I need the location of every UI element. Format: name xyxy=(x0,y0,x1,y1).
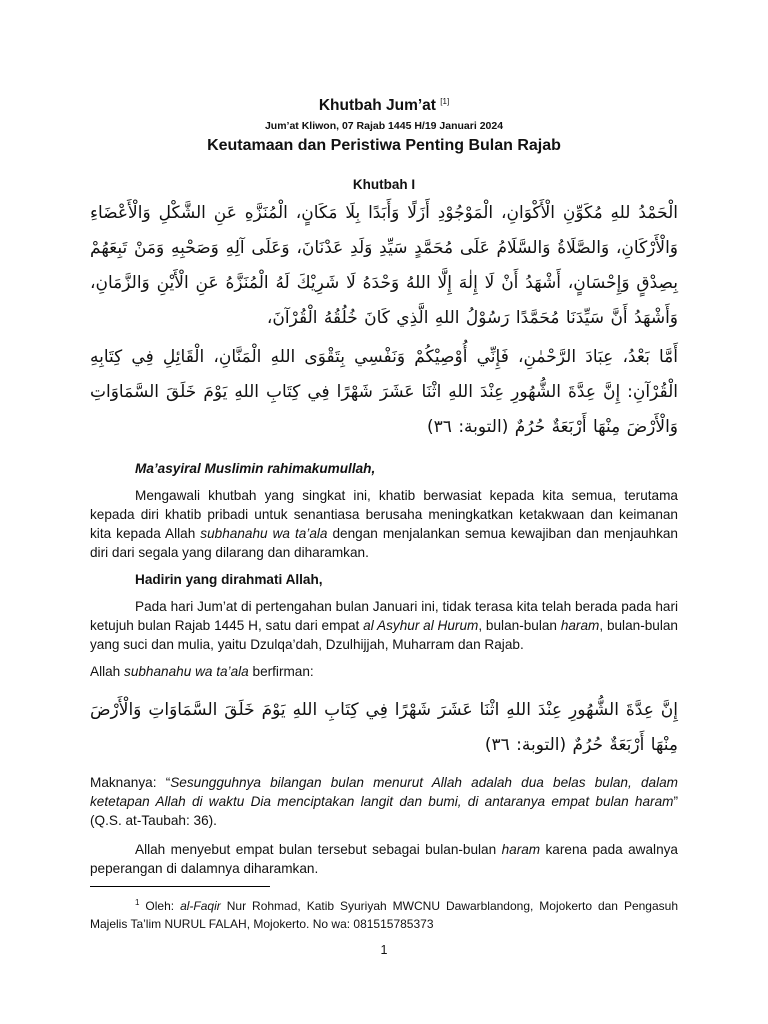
section-heading: Khutbah I xyxy=(352,177,416,193)
page-number: 1 xyxy=(380,943,388,957)
paragraph-2: Pada hari Jum’at di pertengahan bulan Januari ini, tidak terasa kita telah berada pada hari ketujuh bulan Rajab 1445 H, satu dari empat al Asyhur al Hurum, bulan-bulan haram, bulan-bulan yang suci dan mulia, yaitu Dzulqa’dah, Dzulhijjah, Muharram dan Rajab. xyxy=(90,599,678,653)
arabic-verse: إِنَّ عِدَّةَ الشُّهُورِ عِنْدَ اللهِ اثْنَا عَشَرَ شَهْرًا فِي كِتَابِ اللهِ يَوْمَ خَلَقَ السَّمَاوَاتِ وَالْأَرْضَ مِنْهَا أَرْبَعَةٌ حُرُمٌ (التوبة: ٣٦) xyxy=(90,700,678,756)
hadirin-heading: Hadirin yang dirahmati Allah, xyxy=(135,572,323,588)
allah-berfirman: Allah subhanahu wa ta’ala berfirman: xyxy=(90,664,314,680)
sermon-date: Jum’at Kliwon, 07 Rajab 1445 H/19 Januari 2024 xyxy=(264,120,504,133)
paragraph-3: Allah menyebut empat bulan tersebut sebagai bulan-bulan haram karena pada awalnya peperangan di dalamnya diharamkan. xyxy=(90,842,678,877)
arabic-opening: الْحَمْدُ للهِ مُكَوِّنِ الْأَكْوَانِ، الْمَوْجُوْدِ أَزَلًا وَأَبَدًا بِلَا مَكَانٍ، الْمُنَزَّهِ عَنِ الشَّكْلِ وَالْأَعْضَاءِ وَالْأَرْكَانِ، وَالصَّلَاةُ وَالسَّلَامُ عَلَى مُحَمَّدٍ سَيِّدِ وَلَدِ عَدْنَانَ، وَعَلَى آلِهِ وَصَحْبِهِ وَمَنْ تَبِعَهُمْ بِصِدْقٍ وَإِحْسَانٍ، أَشْهَدُ أَنْ لَا إِلٰهَ إِلَّا اللهُ وَحْدَهُ لَا شَرِيْكَ لَهُ الْمُنَزَّهُ عَنِ الْأَيْنِ وَالزَّمَانِ، وَأَشْهَدُ أَنَّ سَيِّدَنَا مُحَمَّدًا رَسُوْلُ اللهِ الَّذِي كَانَ خُلُقُهُ الْقُرْآنَ، xyxy=(90,203,678,329)
document-title xyxy=(90,92,678,116)
verse-meaning: Maknanya: “Sesungguhnya bilangan bulan menurut Allah adalah dua belas bulan, dalam ketetapan Allah di waktu Dia menciptakan langit dan bumi, di antaranya empat bulan haram” (Q.S. at-Taubah: 36). xyxy=(90,775,678,829)
footnote-divider xyxy=(90,886,270,887)
footnote-mark: 1 xyxy=(135,898,140,907)
document-body xyxy=(90,92,678,878)
sermon-subject: Keutamaan dan Peristiwa Penting Bulan Rajab xyxy=(207,137,561,155)
paragraph-1: Mengawali khutbah yang singkat ini, khatib berwasiat kepada kita semua, terutama kepada diri khatib pribadi untuk senantiasa berusaha meningkatkan ketakwaan dan keimanan kita kepada Allah subhanahu wa ta’ala dengan menjalankan semua kewajiban dan menjauhkan diri dari segala yang dilarang dan diharamkan. xyxy=(90,488,678,561)
greeting-heading: Ma’asyiral Muslimin rahimakumullah, xyxy=(135,461,376,477)
title-text: Khutbah Jum’at xyxy=(318,97,436,115)
footnote-ref[interactable]: [1] xyxy=(440,97,450,106)
footnote: $^1$ Oleh: al-Faqir Nur Rohmad, Katib Syuriyah MWCNU Dawarblandong, Mojokerto dan Pengasuh Majelis Ta’lim NURUL FALAH, Mojokerto. No wa: 081515785373 xyxy=(90,898,678,931)
arabic-amma-badu: أَمَّا بَعْدُ، عِبَادَ الرَّحْمٰنِ، فَإِنِّي أُوْصِيْكُمْ وَنَفْسِي بِتَقْوَى اللهِ الْمَنَّانِ، الْقَائِلِ فِي كِتَابِهِ الْقُرْآنِ: إِنَّ عِدَّةَ الشُّهُورِ عِنْدَ اللهِ اثْنَا عَشَرَ شَهْرًا فِي كِتَابِ اللهِ يَوْمَ خَلَقَ السَّمَاوَاتِ وَالْأَرْضَ مِنْهَا أَرْبَعَةٌ حُرُمٌ (التوبة: ٣٦) xyxy=(90,347,678,438)
